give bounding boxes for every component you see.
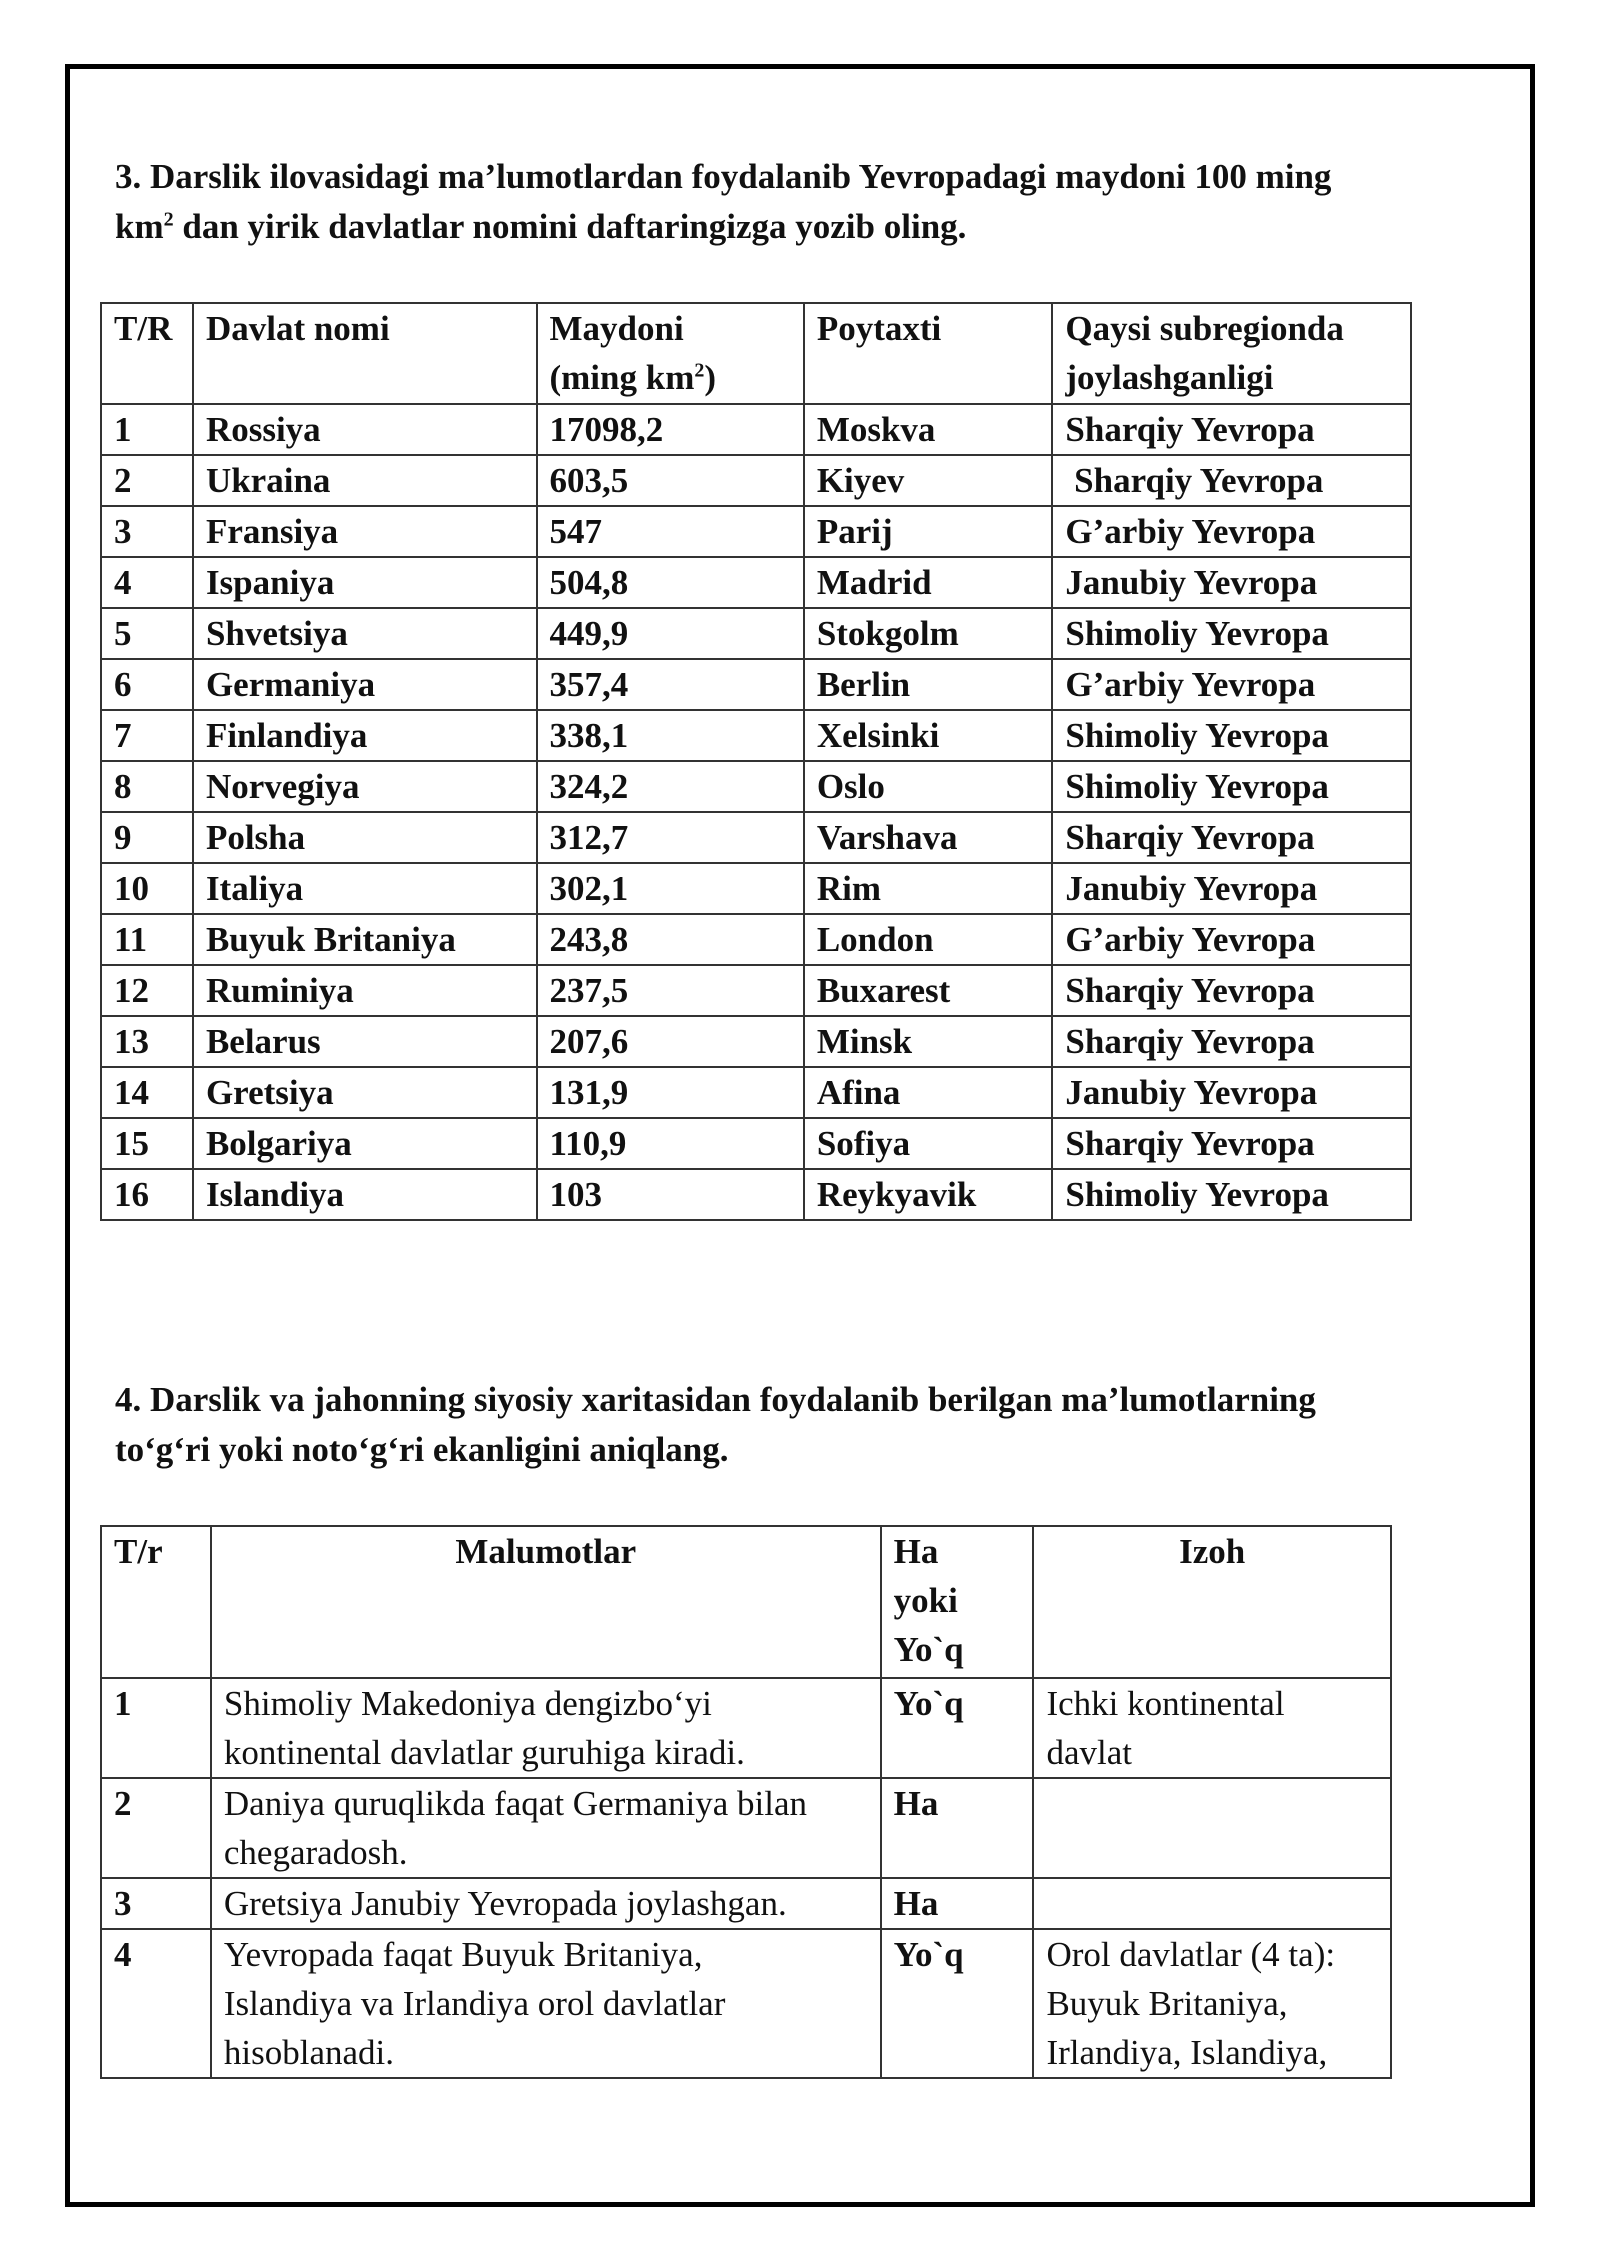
cell-note [1033,1678,1391,1778]
cell-country: Bolgariya [193,1118,537,1169]
cell-subregion: Shimoliy Yevropa [1052,761,1411,812]
cell-country: Ukraina [193,455,537,506]
cell-capital: Xelsinki [804,710,1053,761]
header-subregion: Qaysi subregionda joylashganligi [1052,303,1411,404]
table-header-row [101,303,1411,404]
cell-subregion: Sharqiy Yevropa [1052,965,1411,1016]
cell-area: 312,7 [537,812,804,863]
table-row [101,1169,1411,1220]
cell-subregion: Shimoliy Yevropa [1052,710,1411,761]
table-row [101,863,1411,914]
cell-num: 12 [101,965,193,1016]
cell-subregion: Sharqiy Yevropa [1052,455,1411,506]
cell-capital: Madrid [804,557,1053,608]
header-info: Malumotlar [211,1526,881,1678]
cell-area: 449,9 [537,608,804,659]
cell-subregion: G’arbiy Yevropa [1052,506,1411,557]
cell-num: 3 [101,1878,211,1929]
cell-capital: Buxarest [804,965,1053,1016]
table-row [101,965,1411,1016]
cell-subregion: Sharqiy Yevropa [1052,1118,1411,1169]
cell-capital: London [804,914,1053,965]
table-row [101,557,1411,608]
cell-country: Buyuk Britaniya [193,914,537,965]
cell-country: Fransiya [193,506,537,557]
info-line: hisoblanadi. [223,2033,395,2072]
info-line: Gretsiya Janubiy Yevropada joylashgan. [223,1884,787,1923]
cell-area: 131,9 [537,1067,804,1118]
task4-heading: 4. Darslik va jahonning siyosiy xaritasidan foydalanib berilgan ma’lumotlarning to‘g‘ri yoki noto‘g‘ri ekanligini aniqlang. [115,1380,1316,1469]
header-answer: Ha yoki Yo`q [881,1526,1034,1678]
cell-num: 2 [101,1778,211,1878]
cell-area: 237,5 [537,965,804,1016]
note-line: Ichki kontinental [1046,1684,1285,1723]
cell-area: 547 [537,506,804,557]
info-line: Daniya quruqlikda faqat Germaniya bilan [223,1784,808,1823]
table-row [101,455,1411,506]
cell-country: Belarus [193,1016,537,1067]
table-row [101,608,1411,659]
header-country-name: Davlat nomi [193,303,537,404]
cell-info [211,1929,881,2078]
cell-subregion: G’arbiy Yevropa [1052,914,1411,965]
cell-num: 2 [101,455,193,506]
cell-capital: Kiyev [804,455,1053,506]
cell-area: 207,6 [537,1016,804,1067]
cell-note [1033,1878,1391,1929]
table-row [101,1778,1391,1878]
cell-num: 15 [101,1118,193,1169]
cell-country: Gretsiya [193,1067,537,1118]
cell-area: 357,4 [537,659,804,710]
cell-num: 4 [101,1929,211,2078]
cell-info [211,1878,881,1929]
cell-country: Polsha [193,812,537,863]
header-area: Maydoni (ming $km^2$) [537,303,804,404]
table-row [101,1016,1411,1067]
table-row [101,812,1411,863]
cell-num: 1 [101,1678,211,1778]
cell-num: 14 [101,1067,193,1118]
cell-num: 11 [101,914,193,965]
cell-subregion: Janubiy Yevropa [1052,557,1411,608]
info-line: Islandiya va Irlandiya orol davlatlar [223,1984,726,2023]
cell-num: 4 [101,557,193,608]
info-line: chegaradosh. [223,1833,408,1872]
cell-area: 103 [537,1169,804,1220]
note-line: Irlandiya, Islandiya, [1046,2033,1328,2072]
true-false-table [100,1525,1392,2079]
cell-area: 243,8 [537,914,804,965]
table-header-row [101,1526,1391,1678]
header-note: Izoh [1033,1526,1391,1678]
note-line: Orol davlatlar (4 ta): [1046,1935,1336,1974]
cell-capital: Oslo [804,761,1053,812]
table-row [101,659,1411,710]
table-row [101,761,1411,812]
cell-num: 7 [101,710,193,761]
cell-note [1033,1929,1391,2078]
cell-num: 6 [101,659,193,710]
cell-area: 338,1 [537,710,804,761]
cell-area: 324,2 [537,761,804,812]
countries-table [100,302,1412,1221]
cell-country: Finlandiya [193,710,537,761]
header-num: T/R [101,303,193,404]
cell-capital: Minsk [804,1016,1053,1067]
cell-subregion: Sharqiy Yevropa [1052,812,1411,863]
cell-country: Norvegiya [193,761,537,812]
cell-country: Islandiya [193,1169,537,1220]
header-capital: Poytaxti [804,303,1053,404]
cell-country: Germaniya [193,659,537,710]
cell-answer: Ha [881,1878,1034,1929]
cell-capital: Berlin [804,659,1053,710]
cell-country: Ispaniya [193,557,537,608]
table-row [101,506,1411,557]
cell-subregion: Shimoliy Yevropa [1052,1169,1411,1220]
cell-area: 603,5 [537,455,804,506]
cell-info [211,1678,881,1778]
cell-capital: Parij [804,506,1053,557]
cell-capital: Varshava [804,812,1053,863]
cell-answer: Ha [881,1778,1034,1878]
cell-answer: Yo`q [881,1678,1034,1778]
cell-capital: Afina [804,1067,1053,1118]
info-line: kontinental davlatlar guruhiga kiradi. [223,1733,745,1772]
cell-country: Shvetsiya [193,608,537,659]
cell-answer: Yo`q [881,1929,1034,2078]
cell-country: Italiya [193,863,537,914]
cell-num: 13 [101,1016,193,1067]
header-num: T/r [101,1526,211,1678]
table-row [101,1878,1391,1929]
info-line: Yevropada faqat Buyuk Britaniya, [223,1935,703,1974]
cell-note [1033,1778,1391,1878]
cell-num: 8 [101,761,193,812]
cell-country: Ruminiya [193,965,537,1016]
table-row [101,1678,1391,1778]
cell-capital: Moskva [804,404,1053,455]
cell-subregion: Janubiy Yevropa [1052,1067,1411,1118]
cell-country: Rossiya [193,404,537,455]
note-line: Buyuk Britaniya, [1046,1984,1288,2023]
table-row [101,914,1411,965]
cell-num: 1 [101,404,193,455]
cell-capital: Reykyavik [804,1169,1053,1220]
cell-capital: Rim [804,863,1053,914]
cell-num: 10 [101,863,193,914]
cell-capital: Stokgolm [804,608,1053,659]
cell-area: 302,1 [537,863,804,914]
cell-info [211,1778,881,1878]
cell-subregion: Janubiy Yevropa [1052,863,1411,914]
cell-capital: Sofiya [804,1118,1053,1169]
cell-subregion: Sharqiy Yevropa [1052,1016,1411,1067]
cell-subregion: Shimoliy Yevropa [1052,608,1411,659]
cell-area: 110,9 [537,1118,804,1169]
cell-num: 9 [101,812,193,863]
table-row [101,1118,1411,1169]
cell-subregion: G’arbiy Yevropa [1052,659,1411,710]
cell-area: 17098,2 [537,404,804,455]
cell-area: 504,8 [537,557,804,608]
table-row [101,404,1411,455]
info-line: Shimoliy Makedoniya dengizbo‘yi [223,1684,712,1723]
cell-subregion: Sharqiy Yevropa [1052,404,1411,455]
cell-num: 5 [101,608,193,659]
table-row [101,1067,1411,1118]
cell-num: 3 [101,506,193,557]
task3-heading: 3. Darslik ilovasidagi ma’lumotlardan foydalanib Yevropadagi maydoni 100 ming $km^2$ dan yirik davlatlar nomini daftaringizga yozib oling. [115,157,1332,246]
note-line: davlat [1046,1733,1132,1772]
table-row [101,710,1411,761]
table-row [101,1929,1391,2078]
cell-num: 16 [101,1169,193,1220]
